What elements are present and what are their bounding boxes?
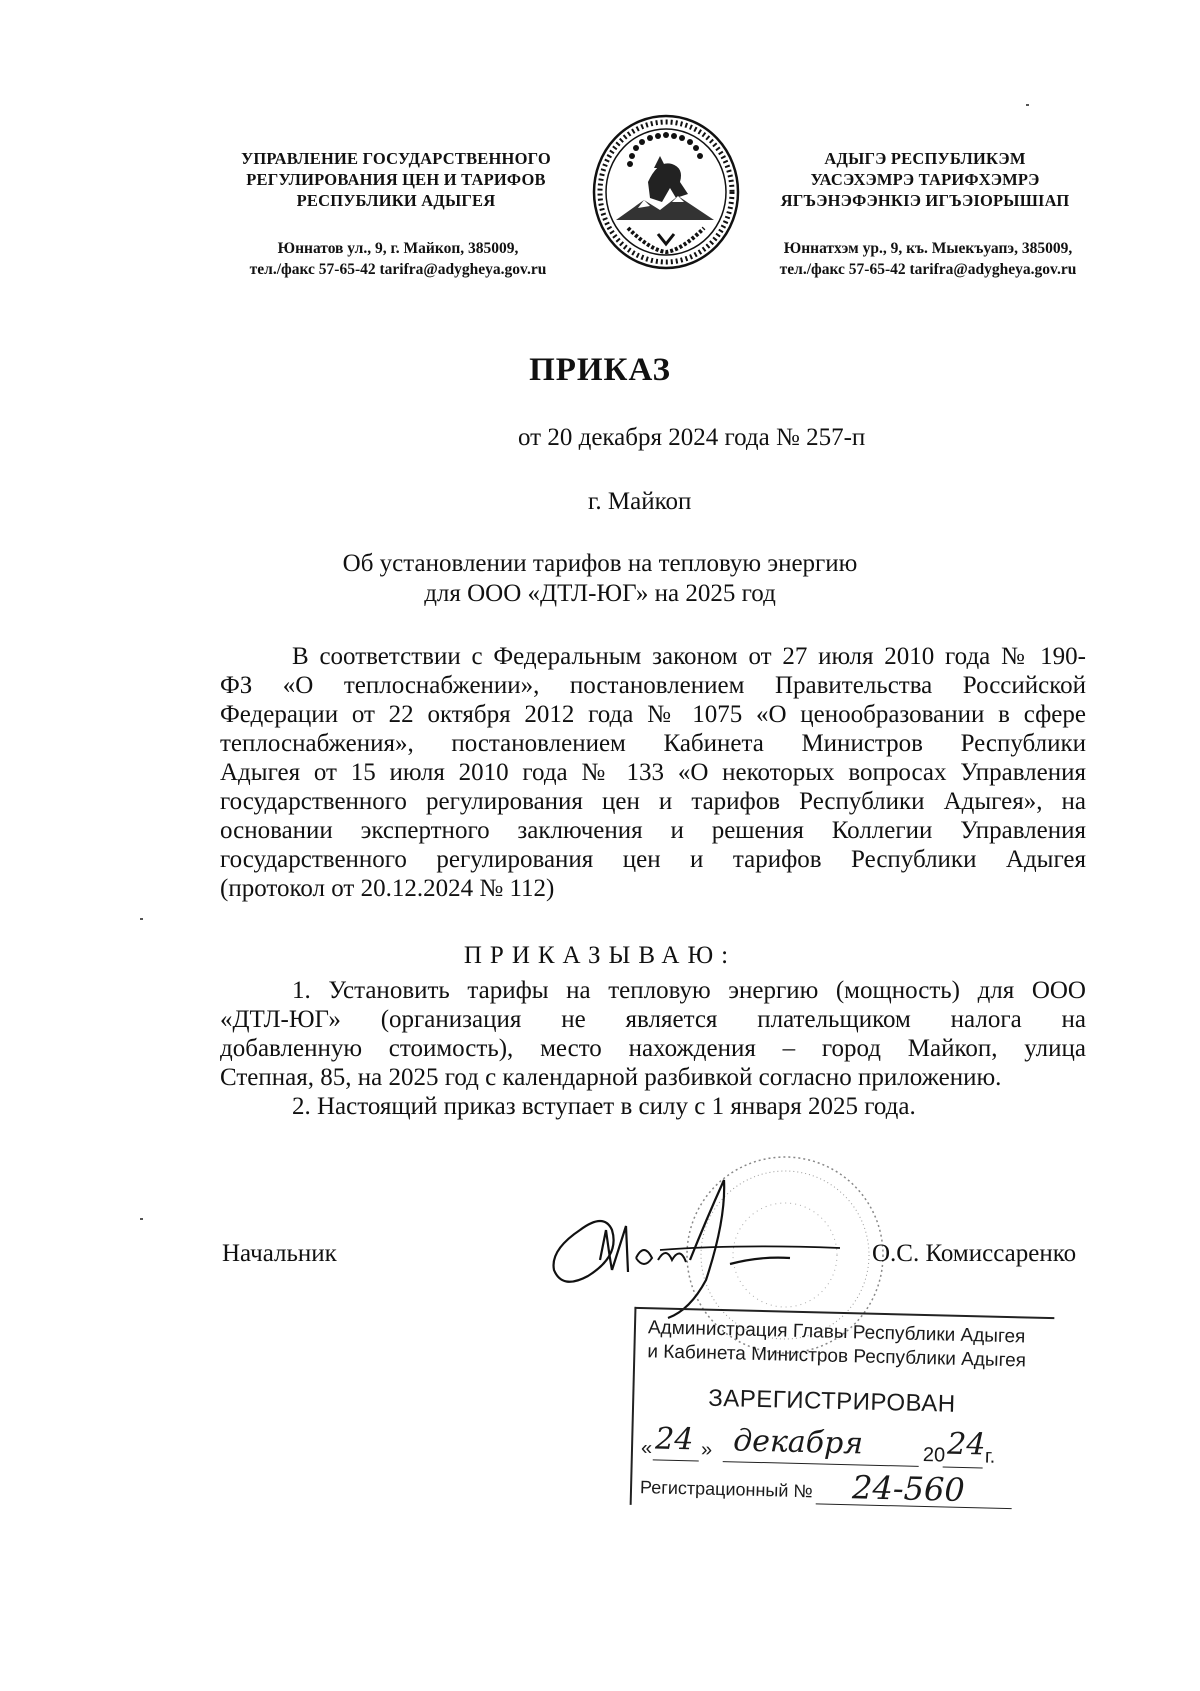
stamp-year-mark: г. bbox=[984, 1445, 996, 1468]
document-city: г. Майкоп bbox=[588, 488, 692, 515]
header-right-org bbox=[740, 148, 1110, 211]
document-date-number: от 20 декабря 2024 года № 257-п bbox=[518, 424, 866, 451]
preamble-line: теплоснабжения», постановлением Кабинета Министров Республики bbox=[220, 730, 1086, 757]
address-line: Юннатов ул., 9, г. Майкоп, 385009, bbox=[277, 240, 519, 257]
stamp-day: 24 bbox=[654, 1421, 694, 1458]
signatory-name: О.С. Комиссаренко bbox=[872, 1240, 1077, 1267]
document-subject-line: Об установлении тарифов на тепловую энергию bbox=[342, 550, 858, 577]
scan-speck bbox=[1026, 104, 1029, 106]
order-item-2 bbox=[220, 1092, 1086, 1121]
order-item-1 bbox=[220, 976, 1086, 1092]
stamp-open-quote: « bbox=[640, 1437, 653, 1460]
address-line: Юннатхэм ур., 9, къ. Мыекъуапэ, 385009, bbox=[783, 240, 1073, 257]
stamp-number-row bbox=[640, 1469, 1041, 1513]
preamble-line: основании экспертного заключения и решения Коллегии Управления bbox=[220, 817, 1086, 844]
stamp-day-underline bbox=[653, 1459, 699, 1461]
stamp-authority-line: Администрация Главы Республики Адыгея bbox=[647, 1317, 1026, 1348]
coat-of-arms-icon bbox=[588, 112, 744, 272]
signatory-position: Начальник bbox=[222, 1240, 337, 1267]
header-right-address bbox=[738, 238, 1118, 280]
preamble-line: (протокол от 20.12.2024 № 112) bbox=[220, 875, 555, 902]
scan-speck bbox=[140, 918, 143, 920]
stamp-month: декабря bbox=[732, 1423, 864, 1462]
stamp-year-prefix: 20 bbox=[922, 1443, 946, 1467]
preamble-line: В соответствии с Федеральным законом от 27 июля 2010 года № 190- bbox=[292, 643, 1086, 670]
contact-line: тел./факс 57-65-42 tarifra@adygheya.gov.ru bbox=[249, 261, 547, 278]
org-name-line: РЕГУЛИРОВАНИЯ ЦЕН И ТАРИФОВ bbox=[246, 170, 546, 189]
scan-speck bbox=[140, 1218, 143, 1220]
stamp-date-row bbox=[640, 1421, 1042, 1473]
preamble-paragraph bbox=[220, 642, 1086, 903]
handwritten-signature bbox=[540, 1160, 870, 1330]
order-item-line: «ДТЛ-ЮГ» (организация не является плательщиком налога на bbox=[220, 1006, 1086, 1033]
order-item-line: 1. Установить тарифы на тепловую энергию (мощность) для ООО bbox=[292, 977, 1086, 1004]
org-name-line: УПРАВЛЕНИЕ ГОСУДАРСТВЕННОГО bbox=[241, 149, 551, 168]
stamp-reg-number: 24-560 bbox=[851, 1468, 966, 1510]
stamp-year-underline bbox=[943, 1466, 983, 1468]
preamble-line: государственного регулирования цен и тарифов Республики Адыгея bbox=[220, 846, 1086, 873]
preamble-line: государственного регулирования цен и тарифов Республики Адыгея», на bbox=[220, 788, 1086, 815]
stamp-year-suffix: 24 bbox=[946, 1426, 986, 1463]
header-left-org bbox=[216, 148, 576, 211]
document-title: ПРИКАЗ bbox=[529, 352, 671, 388]
org-name-line: УАСЭХЭМРЭ ТАРИФХЭМРЭ bbox=[810, 170, 1040, 189]
contact-line: тел./факс 57-65-42 tarifra@adygheya.gov.ru bbox=[779, 261, 1077, 278]
org-name-line: РЕСПУБЛИКИ АДЫГЕЯ bbox=[296, 191, 496, 210]
preamble-line: Федерации от 22 октября 2012 года № 1075 «О ценообразовании в сфере bbox=[220, 701, 1086, 728]
preamble-line: ФЗ «О теплоснабжении», постановлением Правительства Российской bbox=[220, 672, 1086, 699]
stamp-title: ЗАРЕГИСТРИРОВАН bbox=[707, 1384, 956, 1418]
order-item-line: добавленную стоимость), место нахождения – город Майкоп, улица bbox=[220, 1035, 1086, 1062]
registration-stamp bbox=[630, 1307, 1055, 1515]
preamble-line: Адыгея от 15 июля 2010 года № 133 «О некоторых вопросах Управления bbox=[220, 759, 1086, 786]
org-name-line: АДЫГЭ РЕСПУБЛИКЭМ bbox=[824, 149, 1026, 168]
order-item-line: 2. Настоящий приказ вступает в силу с 1 января 2025 года. bbox=[292, 1093, 916, 1120]
stamp-reg-label: Регистрационный № bbox=[639, 1477, 813, 1502]
order-heading: ПРИКАЗЫВАЮ: bbox=[463, 942, 737, 969]
header-left-address bbox=[208, 238, 588, 280]
stamp-authority-line: и Кабинета Министров Республики Адыгея bbox=[647, 1341, 1027, 1372]
document-subject-line: для ООО «ДТЛ-ЮГ» на 2025 год bbox=[424, 580, 776, 607]
order-item-line: Степная, 85, на 2025 год с календарной разбивкой согласно приложению. bbox=[220, 1064, 1002, 1091]
stamp-close-quote: » bbox=[700, 1438, 713, 1461]
org-name-line: ЯГЪЭНЭФЭНКІЭ ИГЪЭІОРЫШІАП bbox=[780, 191, 1070, 210]
stamp-month-underline bbox=[723, 1461, 919, 1467]
